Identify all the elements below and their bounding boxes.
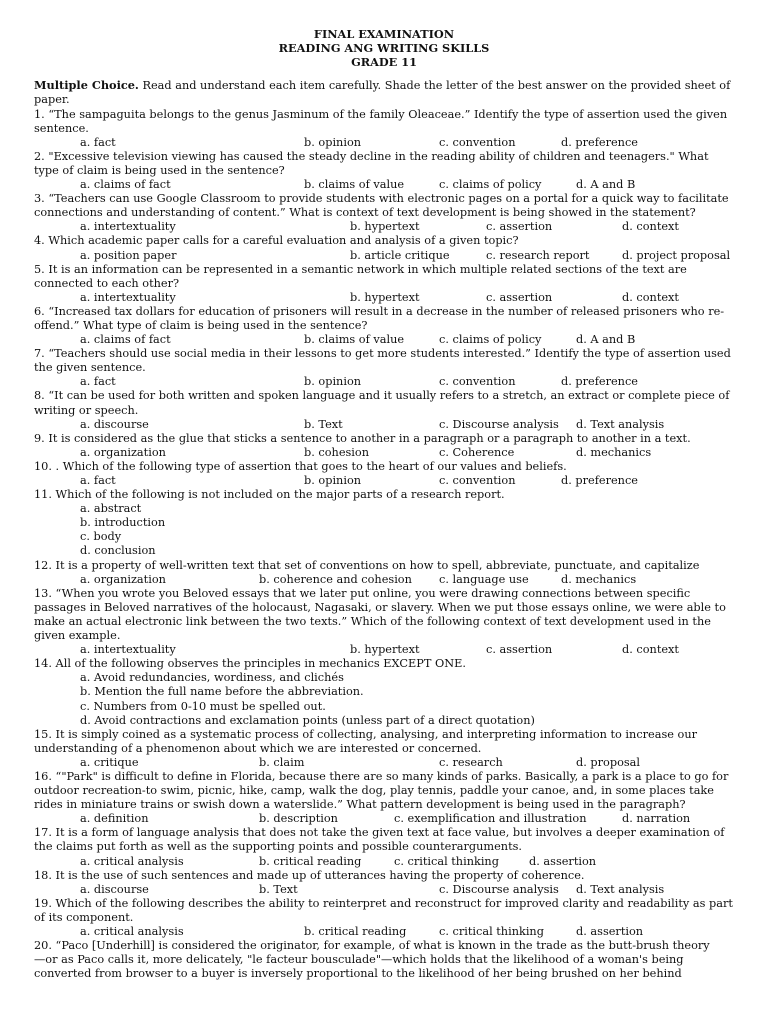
choice-row	[34, 375, 734, 389]
question-3	[34, 192, 734, 234]
choice-row	[34, 446, 734, 460]
question-text: 13. “When you wrote you Beloved essays that we later put online, you were drawing connections between specific passages in Beloved narratives of the holocaust, Nagasaki, or slavery. When we put those essays online, we were able to make an actual electronic link between the two texts.” Which of the following context of text development used in the given example.	[34, 586, 726, 643]
choice-a: a. organization	[80, 445, 166, 459]
choice-d: d. preference	[561, 135, 638, 149]
choice-a: a. definition	[80, 812, 149, 826]
question-text: 15. It is simply coined as a systematic process of collecting, analysing, and interpreting information to increase our understanding of a phenomenon about which we are interested or concerned.	[34, 727, 698, 755]
choice-list	[34, 671, 734, 727]
choice-b: b. hypertext	[350, 220, 420, 234]
choice-d: d. project proposal	[622, 248, 731, 262]
question-text: 7. “Teachers should use social media in their lessons to get more students interested.” Identify the type of assertion used the given sentence.	[34, 347, 731, 375]
question-text: 1. “The sampaguita belongs to the genus Jasminum of the family Oleaceae.” Identify the type of assertion used the given sentence.	[34, 107, 728, 135]
question-text: 5. It is an information can be represented in a semantic network in which multiple related sections of the text are connected to each other?	[34, 262, 687, 290]
choice-b: b. claims of value	[304, 178, 405, 192]
choice-b: b. claims of value	[304, 333, 405, 347]
choice-c: c. claims of policy	[439, 333, 542, 347]
choice-c: c. Coherence	[439, 445, 515, 459]
question-text: 10. . Which of the following type of assertion that goes to the heart of our values and beliefs.	[34, 459, 567, 473]
choice-a: a. organization	[80, 572, 166, 586]
question-text: 16. “"Park" is difficult to define in Florida, because there are so many kinds of parks. Basically, a park is a place to go for outdoor recreation-to swim, picnic, hike, camp, walk the dog, play tennis, paddle your canoe, and, in some places take rides in miniature trains or swish down a waterslide.” What pattern development is being used in the paragraph?	[34, 769, 729, 812]
choice-list	[34, 502, 734, 558]
question-text: 9. It is considered as the glue that sticks a sentence to another in a paragraph or a paragraph to another in a text.	[34, 431, 691, 445]
question-text: 18. It is the use of such sentences and made up of utterances having the property of coherence.	[34, 868, 585, 882]
choice-d: d. Text analysis	[576, 882, 665, 896]
choice-c: c. research report	[486, 248, 590, 262]
question-4	[34, 234, 734, 262]
question-8	[34, 389, 734, 431]
question-17	[34, 826, 734, 868]
choice-c: c. body	[80, 530, 122, 544]
question-text: 2. "Excessive television viewing has caused the steady decline in the reading ability of children and teenagers." What type of claim is being used in the sentence?	[34, 149, 709, 177]
choice-b: b. introduction	[80, 516, 166, 530]
choice-d: d. Avoid contractions and exclamation points (unless part of a direct quotation)	[80, 713, 535, 727]
instructions-lead: Multiple Choice.	[34, 78, 139, 93]
choice-b: b. Text	[259, 882, 298, 896]
choice-d: d. context	[622, 643, 679, 657]
choice-d: d. A and B	[576, 333, 636, 347]
choice-a: a. critical analysis	[80, 854, 184, 868]
question-text: 14. All of the following observes the principles in mechanics EXCEPT ONE.	[34, 657, 466, 671]
choice-c: c. critical thinking	[439, 925, 544, 939]
choice-c: c. assertion	[486, 643, 553, 657]
choice-c: c. convention	[439, 375, 516, 389]
choice-b: b. Mention the full name before the abbreviation.	[80, 685, 364, 699]
choice-c: c. Discourse analysis	[439, 882, 559, 896]
question-13	[34, 587, 734, 657]
choice-d: d. preference	[561, 474, 638, 488]
choice-a: a. fact	[80, 135, 116, 149]
question-20-line-3: converted from browser to a buyer is inversely proportional to the likelihood of her being brushed on her behind	[34, 967, 682, 981]
choice-a: a. claims of fact	[80, 178, 171, 192]
choice-row	[34, 220, 734, 234]
question-list	[34, 108, 734, 940]
choice-a: a. critical analysis	[80, 925, 184, 939]
choice-row	[34, 925, 734, 939]
choice-a: a. claims of fact	[80, 333, 171, 347]
question-11	[34, 488, 734, 558]
choice-a: a. intertextuality	[80, 643, 176, 657]
choice-d: d. context	[622, 220, 679, 234]
choice-row	[34, 136, 734, 150]
choice-row	[34, 855, 734, 869]
question-text: 17. It is a form of language analysis that does not take the given text at face value, but involves a deeper examination of the claims put forth as well as the supporting points and possible counterarguments.	[34, 826, 725, 854]
choice-a: a. fact	[80, 375, 116, 389]
choice-a: a. discourse	[80, 417, 149, 431]
choice-row	[34, 291, 734, 305]
choice-row	[34, 756, 734, 770]
choice-b: b. claim	[259, 755, 305, 769]
question-text: 4. Which academic paper calls for a careful evaluation and analysis of a given topic?	[34, 234, 519, 248]
question-20-line-1: 20. “Paco [Underhill] is considered the originator, for example, of what is known in the trade as the butt-brush theory	[34, 939, 710, 953]
question-14	[34, 657, 734, 727]
question-text: 12. It is a property of well-written text that set of conventions on how to spell, abbreviate, punctuate, and capitalize	[34, 558, 700, 572]
choice-c: c. assertion	[486, 220, 553, 234]
question-text: 3. “Teachers can use Google Classroom to provide students with electronic pages on a portal for a quick way to facilitate connections and understanding of content.” What is context of text development is being showed in the statement?	[34, 192, 729, 220]
choice-a: a. fact	[80, 474, 116, 488]
choice-c: c. critical thinking	[394, 854, 499, 868]
choice-a: a. discourse	[80, 882, 149, 896]
choice-d: d. conclusion	[80, 544, 156, 558]
choice-row	[34, 474, 734, 488]
question-19	[34, 897, 734, 939]
question-7	[34, 347, 734, 389]
choice-row	[34, 643, 734, 657]
question-16	[34, 770, 734, 826]
instructions-text: Read and understand each item carefully. Shade the letter of the best answer on the provided sheet of paper.	[34, 79, 731, 107]
choice-c: c. claims of policy	[439, 178, 542, 192]
question-10	[34, 460, 734, 488]
question-text: 19. Which of the following describes the ability to reinterpret and reconstruct for improved clarity and readability as part of its component.	[34, 896, 733, 924]
choice-d: d. mechanics	[576, 445, 652, 459]
question-6	[34, 305, 734, 347]
choice-b: b. hypertext	[350, 290, 420, 304]
choice-c: c. Numbers from 0-10 must be spelled out.	[80, 699, 326, 713]
choice-a: a. intertextuality	[80, 220, 176, 234]
choice-d: d. assertion	[529, 854, 597, 868]
choice-c: c. convention	[439, 474, 516, 488]
choice-b: b. opinion	[304, 474, 362, 488]
question-2	[34, 150, 734, 192]
choice-d: d. assertion	[576, 925, 644, 939]
choice-b: b. Text	[304, 417, 343, 431]
choice-c: c. research	[439, 755, 503, 769]
question-15	[34, 728, 734, 770]
choice-c: c. convention	[439, 135, 516, 149]
question-20	[34, 939, 734, 981]
choice-b: b. article critique	[350, 248, 450, 262]
choice-row	[34, 883, 734, 897]
choice-c: c. Discourse analysis	[439, 417, 559, 431]
choice-b: b. opinion	[304, 375, 362, 389]
question-18	[34, 869, 734, 897]
choice-a: a. Avoid redundancies, wordiness, and clichés	[80, 671, 344, 685]
choice-row	[34, 178, 734, 192]
choice-a: a. intertextuality	[80, 290, 176, 304]
exam-grade: GRADE 11	[351, 54, 417, 69]
choice-row	[34, 812, 734, 826]
choice-d: d. context	[622, 290, 679, 304]
choice-d: d. A and B	[576, 178, 636, 192]
choice-d: d. narration	[622, 812, 691, 826]
choice-b: b. opinion	[304, 135, 362, 149]
choice-a: a. critique	[80, 755, 139, 769]
question-text: 6. “Increased tax dollars for education of prisoners will result in a decrease in the number of released prisoners who re-offend.” What type of claim is being used in the sentence?	[34, 304, 725, 332]
exam-title: FINAL EXAMINATION	[313, 27, 455, 41]
exam-subject: READING ANG WRITING SKILLS	[278, 40, 490, 55]
instructions	[34, 78, 734, 107]
question-20-line-2: —or as Paco calls it, more delicately, "le facteur bousculade"—which holds that the likelihood of a woman's being	[34, 953, 684, 967]
choice-d: d. proposal	[576, 755, 641, 769]
question-text: 8. “It can be used for both written and spoken language and it usually refers to a stretch, an extract or complete piece of writing or speech.	[34, 389, 730, 417]
choice-row	[34, 573, 734, 587]
question-5	[34, 263, 734, 305]
choice-b: b. description	[259, 812, 338, 826]
question-9	[34, 432, 734, 460]
choice-d: d. preference	[561, 375, 638, 389]
choice-a: a. position paper	[80, 248, 177, 262]
question-text: 11. Which of the following is not included on the major parts of a research report.	[34, 488, 505, 502]
exam-header	[34, 28, 734, 69]
choice-a: a. abstract	[80, 502, 142, 516]
choice-d: d. mechanics	[561, 572, 637, 586]
choice-b: b. cohesion	[304, 445, 369, 459]
choice-c: c. language use	[439, 572, 529, 586]
choice-row	[34, 418, 734, 432]
choice-c: c. assertion	[486, 290, 553, 304]
choice-b: b. hypertext	[350, 643, 420, 657]
choice-c: c. exemplification and illustration	[394, 812, 587, 826]
choice-row	[34, 333, 734, 347]
choice-row	[34, 249, 734, 263]
question-1	[34, 108, 734, 150]
choice-b: b. coherence and cohesion	[259, 572, 412, 586]
choice-b: b. critical reading	[304, 925, 407, 939]
question-12	[34, 559, 734, 587]
choice-d: d. Text analysis	[576, 417, 665, 431]
choice-b: b. critical reading	[259, 854, 362, 868]
